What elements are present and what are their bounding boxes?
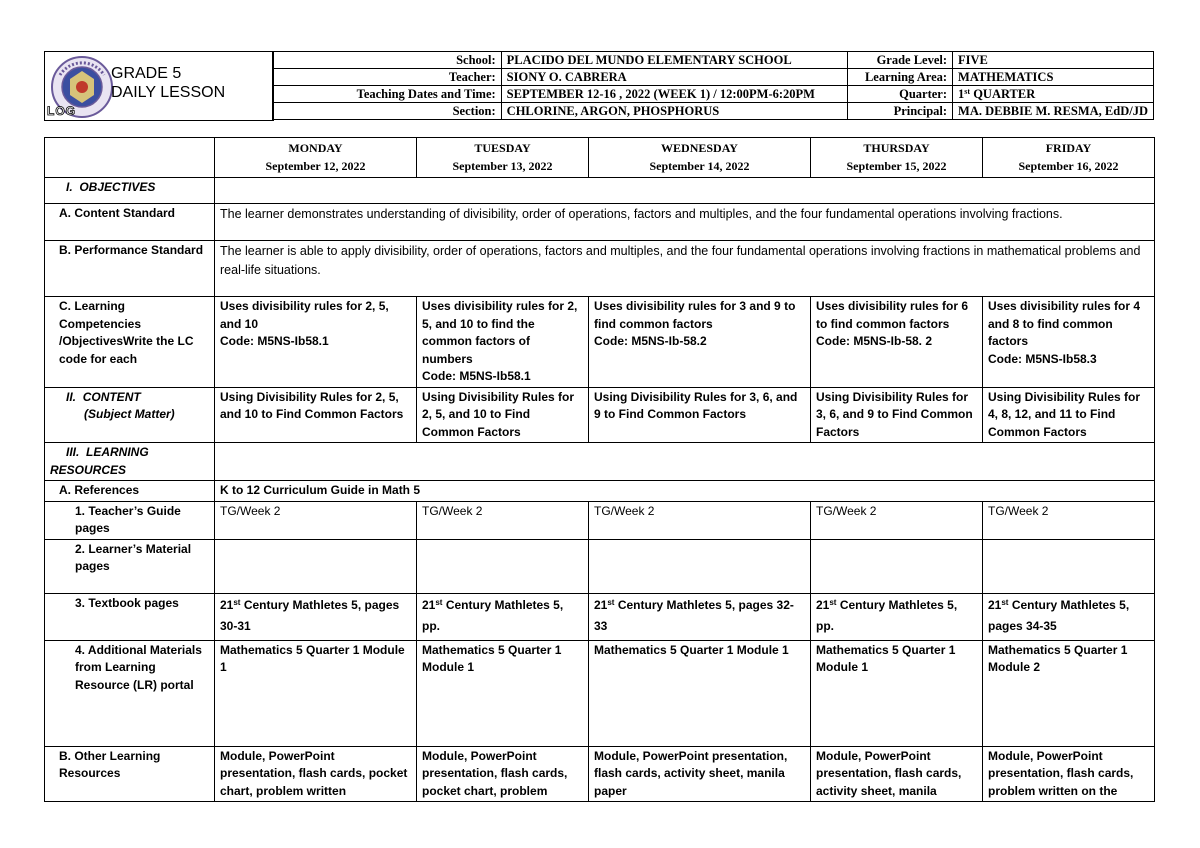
day-header: WEDNESDAY September 14, 2022 (589, 138, 811, 178)
performance-standard-row (45, 241, 1155, 297)
lm-cell (417, 539, 589, 593)
textbook-cell: 21st Century Mathletes 5, pages 34-35 (983, 593, 1155, 640)
objectives-blank (215, 178, 1155, 204)
content-cell: Using Divisibility Rules for 2, 5, and 10 to Find Common Factors (417, 387, 589, 443)
textbook-cell: 21st Century Mathletes 5, pp. (811, 593, 983, 640)
section-label: Section: (273, 103, 502, 120)
content-standard-text: The learner demonstrates understanding of divisibility, order of operations, factors and multiples, and the four fundamental operations involving fractions. (215, 204, 1155, 241)
competencies-label: C. Learning Competencies /ObjectivesWrite the LC code for each (45, 297, 215, 388)
grade-title (111, 64, 225, 102)
content-row (45, 387, 1155, 443)
content-cell: Using Divisibility Rules for 4, 8, 12, and 11 to Find Common Factors (983, 387, 1155, 443)
tg-cell: TG/Week 2 (983, 501, 1155, 539)
additional-materials-row (45, 640, 1155, 746)
teacher-label: Teacher: (273, 69, 502, 86)
objectives-row (45, 178, 1155, 204)
lm-cell (811, 539, 983, 593)
lesson-table (44, 137, 1155, 802)
textbook-label: 3. Textbook pages (45, 593, 215, 640)
resources-row (45, 443, 1155, 481)
school-value: PLACIDO DEL MUNDO ELEMENTARY SCHOOL (501, 52, 847, 69)
am-cell: Mathematics 5 Quarter 1 Module 1 (589, 640, 811, 746)
content-cell: Using Divisibility Rules for 3, 6, and 9 to Find Common Factors (811, 387, 983, 443)
grade-line1: GRADE 5 (111, 65, 182, 82)
learning-area-value: MATHEMATICS (953, 69, 1154, 86)
am-cell: Mathematics 5 Quarter 1 Module 1 (417, 640, 589, 746)
competencies-row (45, 297, 1155, 388)
textbook-cell: 21st Century Mathletes 5, pp. (417, 593, 589, 640)
teacher-value: SIONY O. CABRERA (501, 69, 847, 86)
corner-cell (45, 138, 215, 178)
learners-material-row (45, 539, 1155, 593)
quarter-label: Quarter: (848, 86, 953, 103)
log-mark: LOG (47, 104, 76, 118)
day-header: TUESDAY September 13, 2022 (417, 138, 589, 178)
competency-cell: Uses divisibility rules for 2, 5, and 10 Code: M5NS-Ib58.1 (215, 297, 417, 388)
grade-line2: DAILY LESSON (111, 84, 226, 101)
title-box (44, 51, 274, 121)
references-label: A. References (45, 481, 215, 502)
learners-material-label: 2. Learner’s Material pages (45, 539, 215, 593)
header (44, 51, 1154, 121)
competency-cell: Uses divisibility rules for 2, 5, and 10 to find the common factors of numbers Code: M5NS-Ib58.1 (417, 297, 589, 388)
dates-label: Teaching Dates and Time: (273, 86, 502, 103)
other-resources-label: B. Other Learning Resources (45, 746, 215, 802)
tg-cell: TG/Week 2 (417, 501, 589, 539)
tg-cell: TG/Week 2 (589, 501, 811, 539)
textbook-cell: 21st Century Mathletes 5, pages 32-33 (589, 593, 811, 640)
am-cell: Mathematics 5 Quarter 1 Module 1 (811, 640, 983, 746)
other-cell: Module, PowerPoint presentation, flash cards, activity sheet, manila (811, 746, 983, 802)
lm-cell (215, 539, 417, 593)
resources-heading: III. LEARNING RESOURCES (45, 443, 215, 481)
other-cell: Module, PowerPoint presentation, flash cards, pocket chart, problem written (215, 746, 417, 802)
other-cell: Module, PowerPoint presentation, flash cards, problem written on the (983, 746, 1155, 802)
am-cell: Mathematics 5 Quarter 1 Module 2 (983, 640, 1155, 746)
day-header-row (45, 138, 1155, 178)
principal-value: MA. DEBBIE M. RESMA, EdD/JD (953, 103, 1154, 120)
info-table (272, 51, 1154, 120)
learning-area-label: Learning Area: (848, 69, 953, 86)
competency-cell: Uses divisibility rules for 6 to find common factors Code: M5NS-Ib-58. 2 (811, 297, 983, 388)
references-row (45, 481, 1155, 502)
day-header: MONDAY September 12, 2022 (215, 138, 417, 178)
content-cell: Using Divisibility Rules for 3, 6, and 9 to Find Common Factors (589, 387, 811, 443)
lm-cell (983, 539, 1155, 593)
performance-standard-label: B. Performance Standard (45, 241, 215, 297)
objectives-heading: I. OBJECTIVES (45, 178, 215, 204)
day-header: THURSDAY September 15, 2022 (811, 138, 983, 178)
dates-value: SEPTEMBER 12-16 , 2022 (WEEK 1) / 12:00PM-6:20PM (501, 86, 847, 103)
school-label: School: (273, 52, 502, 69)
am-cell: Mathematics 5 Quarter 1 Module 1 (215, 640, 417, 746)
principal-label: Principal: (848, 103, 953, 120)
other-cell: Module, PowerPoint presentation, flash cards, activity sheet, manila paper (589, 746, 811, 802)
tg-cell: TG/Week 2 (811, 501, 983, 539)
performance-standard-text: The learner is able to apply divisibility, order of operations, factors and multiples, and the four fundamental operations involving fractions in mathematical problems and real-life situations. (215, 241, 1155, 297)
quarter-value: 1st QUARTER (953, 86, 1154, 103)
teachers-guide-row (45, 501, 1155, 539)
content-standard-row (45, 204, 1155, 241)
tg-cell: TG/Week 2 (215, 501, 417, 539)
resources-blank (215, 443, 1155, 481)
competency-cell: Uses divisibility rules for 4 and 8 to find common factors Code: M5NS-Ib58.3 (983, 297, 1155, 388)
teachers-guide-label: 1. Teacher’s Guide pages (45, 501, 215, 539)
other-resources-row (45, 746, 1155, 802)
additional-materials-label: 4. Additional Materials from Learning Resource (LR) portal (45, 640, 215, 746)
grade-level-value: FIVE (953, 52, 1154, 69)
section-value: CHLORINE, ARGON, PHOSPHORUS (501, 103, 847, 120)
lm-cell (589, 539, 811, 593)
other-cell: Module, PowerPoint presentation, flash cards, pocket chart, problem (417, 746, 589, 802)
competency-cell: Uses divisibility rules for 3 and 9 to find common factors Code: M5NS-Ib-58.2 (589, 297, 811, 388)
references-text: K to 12 Curriculum Guide in Math 5 (215, 481, 1155, 502)
textbook-cell: 21st Century Mathletes 5, pages 30-31 (215, 593, 417, 640)
content-cell: Using Divisibility Rules for 2, 5, and 10 to Find Common Factors (215, 387, 417, 443)
textbook-row (45, 593, 1155, 640)
content-standard-label: A. Content Standard (45, 204, 215, 241)
grade-level-label: Grade Level: (848, 52, 953, 69)
day-header: FRIDAY September 16, 2022 (983, 138, 1155, 178)
content-heading: II. CONTENT (Subject Matter) (45, 387, 215, 443)
